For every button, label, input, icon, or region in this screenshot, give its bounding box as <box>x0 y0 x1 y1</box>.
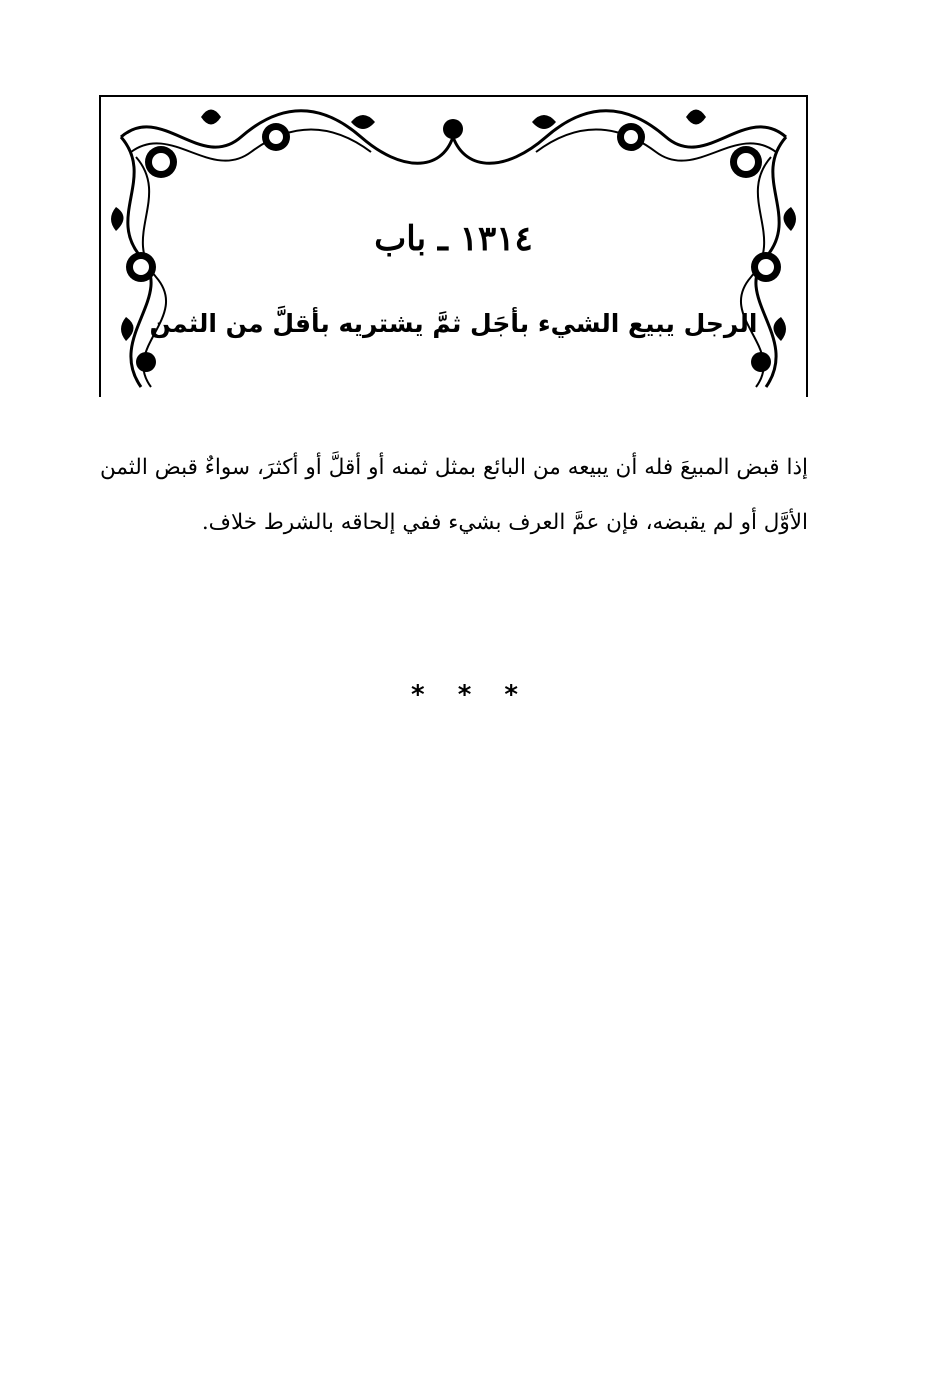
body-text <box>100 440 808 550</box>
chapter-title: الرجل يبيع الشيء بأجَل ثمَّ يشتريه بأقلَّ من الثمن <box>149 309 758 338</box>
ornamental-frame <box>99 95 808 397</box>
body-paragraph: إذا قبض المبيعَ فله أن يبيعه من البائع بمثل ثمنه أو أقلَّ أو أكثرَ، سواءٌ قبض الثمن الأوَّل أو لم يقبضه، فإن عمَّ العرف بشيء ففي إلحاقه بالشرط خلاف. <box>100 455 808 535</box>
section-separator: * * * <box>411 680 530 710</box>
chapter-number: ١٣١٤ ـ باب <box>374 219 533 259</box>
